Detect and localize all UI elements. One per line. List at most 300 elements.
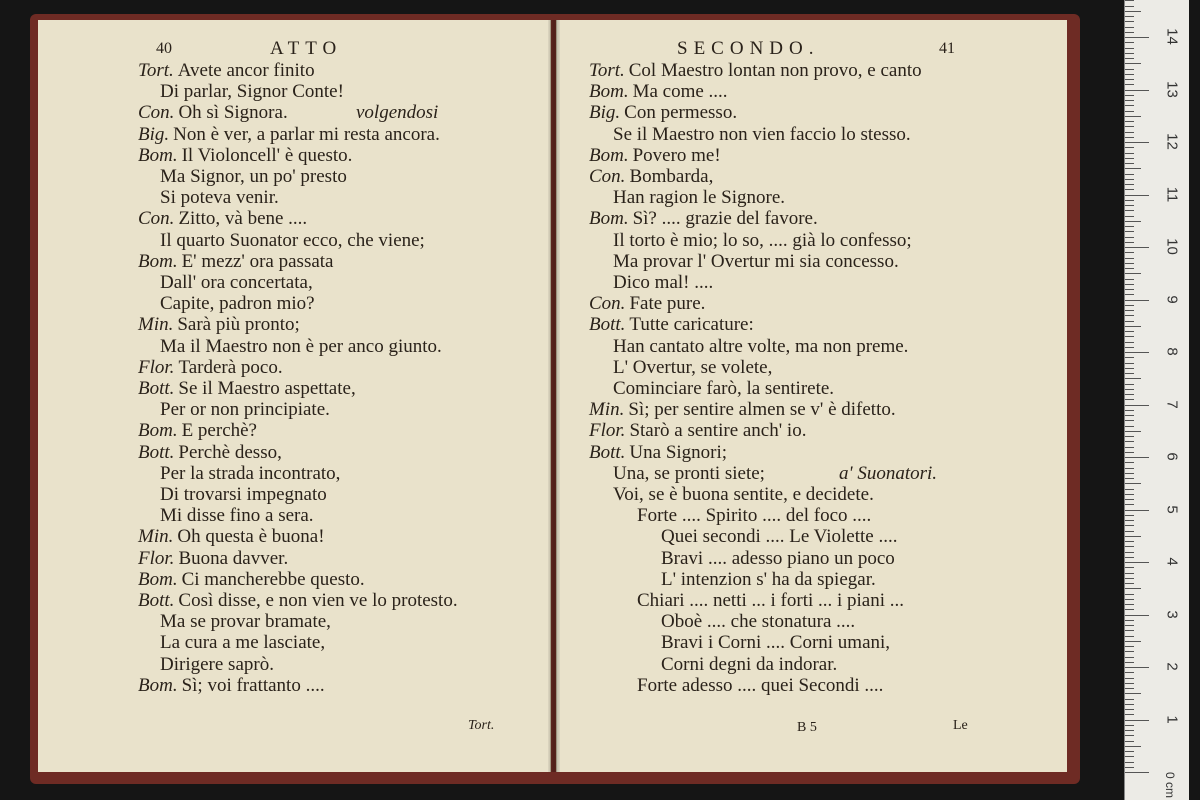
dialogue-text: Ma se provar bramate, [160,611,331,633]
dialogue-text: Tutte caricature: [629,314,754,336]
ruler-tick [1125,588,1141,589]
ruler-tick [1125,767,1134,768]
dialogue-text: Bravi .... adesso piano un poco [661,547,895,569]
ruler-tick [1125,210,1134,211]
dialogue-text: Sì; voi frattanto .... [181,674,325,696]
ruler-tick [1125,420,1134,421]
ruler-tick [1125,573,1134,574]
ruler-tick [1125,615,1149,616]
ruler-tick [1125,384,1134,385]
ruler-tick [1125,636,1134,637]
ruler-tick [1125,604,1134,605]
ruler-tick [1125,704,1134,705]
text-line [160,293,315,315]
ruler-tick [1125,730,1134,731]
ruler-tick [1125,315,1134,316]
ruler-tick [1125,300,1149,301]
running-head: SECONDO. [677,38,820,59]
dialogue-text: Di trovarsi impegnato [160,484,327,505]
ruler-number: 2 [1163,662,1181,671]
dialogue-text: Capite, padron mio? [160,293,315,315]
dialogue-text: La cura a me lasciate, [160,632,326,654]
text-line [138,60,315,82]
ruler-tick [1125,168,1141,169]
ruler-tick [1125,11,1141,12]
ruler-tick [1125,525,1134,526]
speaker-name: Bom. [138,420,178,442]
ruler-tick [1125,247,1149,248]
text-line [613,187,785,209]
speaker-name: Bom. [589,208,629,230]
ruler-number: 3 [1163,609,1181,619]
ruler-tick [1125,536,1141,537]
ruler-number: 5 [1163,504,1181,514]
ruler-tick [1125,405,1149,406]
speaker-name: Min. [589,399,625,421]
dialogue-text: Han ragion le Signore. [613,187,786,209]
ruler-tick [1125,567,1134,568]
ruler-tick [1125,735,1134,736]
ruler-tick [1125,137,1134,138]
dialogue-text: Chiari .... netti ... i forti ... i piani ... [637,590,905,611]
text-line [138,124,440,146]
speaker-name: Bom. [589,144,629,166]
ruler-tick [1125,373,1134,374]
speaker-name: Con. [589,293,626,315]
ruler-tick [1125,252,1134,253]
ruler-tick [1125,499,1134,500]
ruler-tick [1125,126,1134,127]
ruler-tick [1125,200,1134,201]
right-page-header [557,38,1067,62]
text-line [160,654,274,676]
stage-direction: a' Suonatori. [839,462,938,484]
ruler-tick [1125,683,1134,684]
text-line [160,484,327,506]
dialogue-text: Se il Maestro non vien faccio lo stesso. [613,123,911,145]
ruler-tick [1125,237,1134,238]
ruler-tick [1125,111,1134,112]
ruler-tick [1125,184,1134,185]
text-line [138,569,365,591]
ruler-tick [1125,552,1134,553]
ruler-tick [1125,504,1134,505]
dialogue-text: Si poteva venir. [160,187,279,209]
text-line [138,548,288,570]
ruler-tick [1125,326,1141,327]
dialogue-text: Ma Signor, un po' presto [160,166,347,187]
ruler-tick [1125,772,1149,773]
text-line [661,611,855,633]
ruler-tick [1125,352,1149,353]
text-line [613,230,912,252]
ruler-number: 13 [1163,80,1181,98]
text-line [661,654,837,676]
ruler-tick [1125,347,1134,348]
ruler-tick [1125,116,1141,117]
ruler-tick [1125,158,1134,159]
ruler-tick [1125,231,1134,232]
dialogue-text: Fate pure. [629,293,706,315]
dialogue-text: Una, se pronti siete; [613,462,765,484]
speaker-name: Flor. [138,356,175,378]
ruler-tick [1125,651,1134,652]
speaker-name: Bom. [138,674,178,696]
ruler-tick [1125,368,1134,369]
dialogue-text: Di parlar, Signor Conte! [160,81,344,103]
ruler-tick [1125,142,1149,143]
ruler-tick [1125,16,1134,17]
ruler-tick [1125,95,1134,96]
text-line [613,378,834,400]
ruler-tick [1125,714,1134,715]
dialogue-text: Bravi i Corni .... Corni umani, [661,632,891,654]
right-page [556,20,1067,772]
ruler-tick [1125,37,1149,38]
dialogue-text: Sì; per sentire almen se v' è difetto. [628,399,896,421]
dialogue-text: Per la strada incontrato, [160,462,341,484]
text-line [613,124,911,146]
text-line [637,505,871,527]
ruler-tick [1125,725,1134,726]
ruler-tick [1125,79,1134,80]
catchword: Le [953,718,968,733]
ruler-tick [1125,189,1134,190]
ruler-tick [1125,630,1134,631]
ruler-tick [1125,69,1134,70]
ruler-tick [1125,63,1141,64]
ruler-tick [1125,342,1134,343]
ruler-tick [1125,74,1134,75]
dialogue-text: Oboè .... che stonatura .... [661,611,856,633]
text-line [589,420,806,442]
speaker-name: Bott. [589,441,626,463]
text-line [138,314,300,336]
dialogue-text: Povero me! [632,144,721,166]
speaker-name: Flor. [589,420,626,442]
ruler-tick [1125,468,1134,469]
ruler-tick [1125,321,1134,322]
ruler-tick [1125,289,1134,290]
ruler-tick [1125,457,1149,458]
left-page-header [38,38,550,62]
dialogue-text: Han cantato altre volte, ma non preme. [613,335,909,357]
ruler-tick [1125,132,1134,133]
ruler-tick [1125,331,1134,332]
ruler-tick [1125,478,1134,479]
ruler-tick [1125,609,1134,610]
ruler-tick [1125,310,1134,311]
ruler-tick [1125,699,1134,700]
ruler-tick [1125,625,1134,626]
ruler-tick [1125,756,1134,757]
dialogue-text: Per or non principiate. [160,399,330,421]
ruler-tick [1125,709,1134,710]
dialogue-text: Bombarda, [629,166,714,187]
text-line [138,590,458,612]
speaker-name: Flor. [138,547,175,569]
dialogue-text: Forte .... Spirito .... del foco .... [637,505,872,527]
text-line [160,81,344,103]
dialogue-text: L' intenzion s' ha da spiegar. [661,568,876,590]
speaker-name: Bom. [138,568,178,590]
ruler-tick [1125,678,1134,679]
ruler-tick [1125,336,1134,337]
ruler-tick [1125,363,1134,364]
ruler-tick [1125,515,1134,516]
dialogue-text: Se il Maestro aspettate, [178,378,356,399]
text-line [613,336,908,358]
text-line [138,102,288,124]
text-line [160,230,425,252]
ruler-tick [1125,452,1134,453]
ruler-tick [1125,583,1134,584]
ruler-tick [1125,147,1134,148]
page-number: 40 [156,40,172,57]
ruler-tick [1125,578,1134,579]
ruler-tick [1125,562,1149,563]
text-line [637,590,904,612]
ruler-tick [1125,258,1134,259]
ruler-tick [1125,100,1134,101]
ruler-tick [1125,195,1149,196]
speaker-name: Bom. [138,144,178,166]
ruler-tick [1125,741,1134,742]
text-line [589,60,922,82]
ruler-tick [1125,84,1134,85]
signature-mark: B 5 [797,720,817,735]
ruler-tick [1125,441,1134,442]
dialogue-text: Il quarto Suonator ecco, che viene; [160,229,425,251]
text-line [661,632,890,654]
speaker-name: Min. [138,314,174,336]
ruler-number: 7 [1163,399,1181,409]
dialogue-text: Mi disse fino a sera. [160,505,314,527]
ruler-tick [1125,494,1134,495]
ruler-tick [1125,32,1134,33]
ruler-tick [1125,42,1134,43]
text-line [160,336,442,358]
text-line [589,293,705,315]
dialogue-text: Perchè desso, [178,441,282,463]
ruler-tick [1125,510,1149,511]
measuring-ruler [1124,0,1189,800]
text-line [138,442,282,464]
ruler-tick [1125,399,1134,400]
dialogue-text: Il Violoncell' è questo. [181,144,353,166]
ruler-tick [1125,153,1134,154]
ruler-tick [1125,473,1134,474]
dialogue-text: Avete ancor finito [177,60,315,81]
text-line [613,357,772,379]
ruler-tick [1125,620,1134,621]
ruler-tick [1125,273,1141,274]
ruler-tick [1125,426,1134,427]
dialogue-text: Ci mancherebbe questo. [181,568,365,590]
ruler-tick [1125,762,1134,763]
text-line [160,611,331,633]
ruler-tick [1125,389,1134,390]
speaker-name: Big. [589,102,621,124]
stage-direction: volgendosi [356,102,439,124]
catchword: Tort. [468,718,495,733]
ruler-tick [1125,305,1134,306]
dialogue-text: Il torto è mio; lo so, .... già lo confesso; [613,229,912,251]
dialogue-text: Starò a sentire anch' io. [629,420,807,442]
text-line [637,675,883,697]
speaker-name: Bom. [589,81,629,103]
ruler-tick [1125,410,1134,411]
ruler-tick [1125,242,1134,243]
text-line [160,632,325,654]
speaker-name: Bott. [589,314,626,336]
dialogue-text: Con permesso. [624,102,738,124]
dialogue-text: Quei secondi .... Le Violette .... [661,526,898,548]
ruler-tick [1125,657,1134,658]
text-line [138,145,352,167]
text-line [138,526,325,548]
ruler-tick [1125,268,1134,269]
ruler-tick [1125,646,1134,647]
ruler-tick [1125,415,1134,416]
text-line [160,272,313,294]
text-line [613,463,765,485]
dialogue-text: Ma il Maestro non è per anco giunto. [160,335,442,357]
ruler-tick [1125,357,1134,358]
dialogue-text: E' mezz' ora passata [181,250,334,272]
dialogue-text: Dico mal! .... [613,272,714,293]
dialogue-text: Oh questa è buona! [177,526,325,548]
dialogue-text: E perchè? [181,420,257,442]
dialogue-text: Così disse, e non vien ve lo protesto. [178,590,458,611]
text-line [138,675,325,697]
ruler-number: 1 [1163,714,1181,724]
ruler-tick [1125,688,1134,689]
ruler-tick [1125,431,1141,432]
dialogue-text: Cominciare farò, la sentirete. [613,378,835,399]
text-line [138,420,257,442]
text-line [138,378,356,400]
ruler-tick [1125,284,1134,285]
ruler-tick [1125,531,1134,532]
dialogue-text: Non è ver, a parlar mi resta ancora. [173,123,440,145]
text-line [160,166,347,188]
ruler-tick [1125,672,1134,673]
text-line [138,357,283,379]
text-line [613,251,899,273]
ruler-tick [1125,436,1134,437]
dialogue-text: Dirigere saprò. [160,653,274,675]
text-line [589,145,721,167]
ruler-number: 4 [1163,557,1181,566]
ruler-tick [1125,557,1134,558]
text-line [613,272,713,294]
text-line [589,314,754,336]
text-line [589,208,818,230]
ruler-tick [1125,279,1134,280]
ruler-number: 8 [1163,347,1181,356]
ruler-tick [1125,483,1141,484]
ruler-tick [1125,53,1134,54]
ruler-tick [1125,179,1134,180]
ruler-tick [1125,121,1134,122]
dialogue-text: L' Overtur, se volete, [613,356,773,378]
text-line [160,399,330,421]
ruler-number: 14 [1163,28,1181,45]
ruler-number: 10 [1163,238,1181,255]
speaker-name: Tort. [589,60,625,81]
ruler-tick [1125,394,1134,395]
text-line [613,484,874,506]
ruler-tick [1125,546,1134,547]
dialogue-text: Corni degni da indorar. [661,653,838,675]
ruler-number: 6 [1163,452,1181,461]
ruler-tick [1125,667,1149,668]
text-line [589,399,896,421]
text-line [589,166,713,188]
text-line [589,442,727,464]
speaker-name: Bott. [138,378,175,399]
ruler-tick [1125,216,1134,217]
speaker-name: Con. [138,102,175,124]
ruler-tick [1125,720,1149,721]
left-page [38,20,551,772]
dialogue-text: Buona davver. [178,547,289,569]
ruler-number: 9 [1163,294,1181,304]
text-line [661,569,876,591]
text-line [138,208,307,230]
text-line [138,251,334,273]
text-line [589,81,728,103]
ruler-tick [1125,0,1134,1]
ruler-tick [1125,378,1141,379]
ruler-tick [1125,594,1134,595]
ruler-tick [1125,21,1134,22]
page-number: 41 [939,40,955,57]
dialogue-text: Una Signori; [629,441,728,463]
book-gutter [548,20,560,772]
text-line [589,102,737,124]
ruler-tick [1125,6,1134,7]
ruler-tick [1125,489,1134,490]
speaker-name: Con. [138,208,175,230]
text-line [160,187,279,209]
speaker-name: Min. [138,526,174,548]
text-line [661,526,897,548]
running-head: ATTO [270,38,343,59]
ruler-tick [1125,447,1134,448]
ruler-tick [1125,462,1134,463]
dialogue-text: Ma come .... [632,81,728,103]
ruler-tick [1125,90,1149,91]
ruler-tick [1125,163,1134,164]
dialogue-text: Oh sì Signora. [178,102,288,124]
ruler-tick [1125,205,1134,206]
speaker-name: Con. [589,166,626,187]
ruler-tick [1125,221,1141,222]
ruler-tick [1125,520,1134,521]
ruler-tick [1125,105,1134,106]
ruler-tick [1125,58,1134,59]
speaker-name: Bott. [138,441,175,463]
speaker-name: Bott. [138,590,175,611]
ruler-tick [1125,174,1134,175]
dialogue-text: Ma provar l' Overtur mi sia concesso. [613,250,899,272]
text-line [160,505,314,527]
ruler-tick [1125,541,1134,542]
ruler-tick [1125,27,1134,28]
ruler-tick [1125,294,1134,295]
